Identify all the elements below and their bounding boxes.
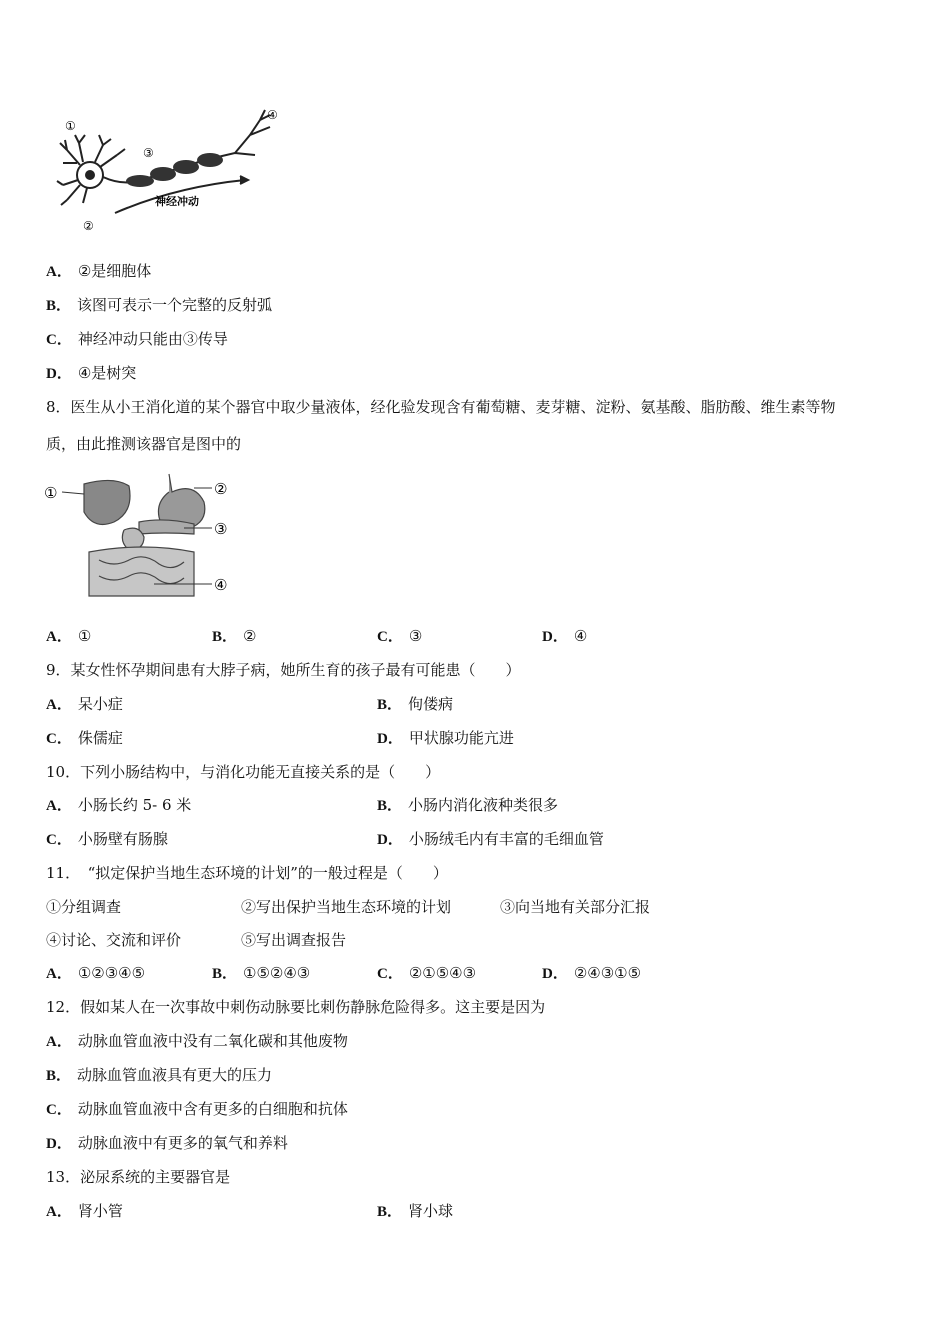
fig1-label-4: ④ [267,108,278,122]
q11-step-3: ③向当地有关部分汇报 [500,898,651,916]
q7-option-b: B． 该图可表示一个完整的反射弧 [46,296,273,314]
q12-stem: 12．假如某人在一次事故中刺伤动脉要比刺伤静脉危险得多。这主要是因为 [46,998,546,1016]
q10-option-d: D． 小肠绒毛内有丰富的毛细血管 [377,830,604,848]
q13-option-b: B． 肾小球 [377,1202,454,1220]
q11-option-b: B． ①⑤②④③ [212,964,311,982]
q10-option-b: B． 小肠内消化液种类很多 [377,796,559,814]
neuron-diagram [55,105,295,235]
neuron-figure [55,105,295,235]
q11-step-4: ④讨论、交流和评价 [46,931,182,949]
q13-option-a: A． 肾小管 [46,1202,123,1220]
q8-option-c: C． ③ [377,627,423,645]
q9-option-b: B． 佝偻病 [377,695,454,713]
q9-option-c: C． 侏儒症 [46,729,123,747]
q12-option-c: C． 动脉血管血液中含有更多的白细胞和抗体 [46,1100,348,1118]
q13-stem: 13．泌尿系统的主要器官是 [46,1168,231,1186]
q9-option-a: A． 呆小症 [46,695,123,713]
q9-stem: 9．某女性怀孕期间患有大脖子病，她所生育的孩子最有可能患（ ） [46,661,521,679]
q9-option-d: D． 甲状腺功能亢进 [377,729,514,747]
fig1-label-2: ② [83,219,94,233]
fig2-label-4: ④ [214,576,228,594]
q8-stem-line1: 8．医生从小王消化道的某个器官中取少量液体，经化验发现含有葡萄糖、麦芽糖、淀粉、氨基酸、脂肪酸、维生素等物 [46,398,836,416]
fig1-label-3: ③ [143,146,154,160]
q7-option-a: A． ②是细胞体 [46,262,152,280]
fig2-label-2: ② [214,480,228,498]
q11-step-1: ①分组调查 [46,898,122,916]
q11-step-2: ②写出保护当地生态环境的计划 [241,898,452,916]
q11-stem: 11． “拟定保护当地生态环境的计划”的一般过程是（ ） [46,864,448,882]
q8-option-a: A． ① [46,627,92,645]
fig2-label-3: ③ [214,520,228,538]
q10-option-a: A． 小肠长约 5- 6 米 [46,796,192,814]
q8-stem-line2: 质，由此推测该器官是图中的 [46,435,242,453]
q7-option-d: D． ④是树突 [46,364,137,382]
digestive-figure [44,472,244,600]
q10-option-c: C． 小肠壁有肠腺 [46,830,168,848]
q11-option-c: C． ②①⑤④③ [377,964,477,982]
q12-option-a: A． 动脉血管血液中没有二氧化碳和其他废物 [46,1032,348,1050]
q8-option-d: D． ④ [542,627,588,645]
fig1-label-1: ① [65,119,76,133]
q7-option-c: C． 神经冲动只能由③传导 [46,330,228,348]
q12-option-d: D． 动脉血液中有更多的氧气和养料 [46,1134,288,1152]
fig1-caption: 神经冲动 [155,195,199,208]
q11-option-d: D． ②④③①⑤ [542,964,642,982]
q11-step-5: ⑤写出调查报告 [241,931,347,949]
digestive-diagram [44,472,244,600]
q12-option-b: B． 动脉血管血液具有更大的压力 [46,1066,273,1084]
fig2-label-1: ① [44,484,58,502]
q10-stem: 10．下列小肠结构中，与消化功能无直接关系的是（ ） [46,763,441,781]
q8-option-b: B． ② [212,627,257,645]
q11-option-a: A． ①②③④⑤ [46,964,146,982]
